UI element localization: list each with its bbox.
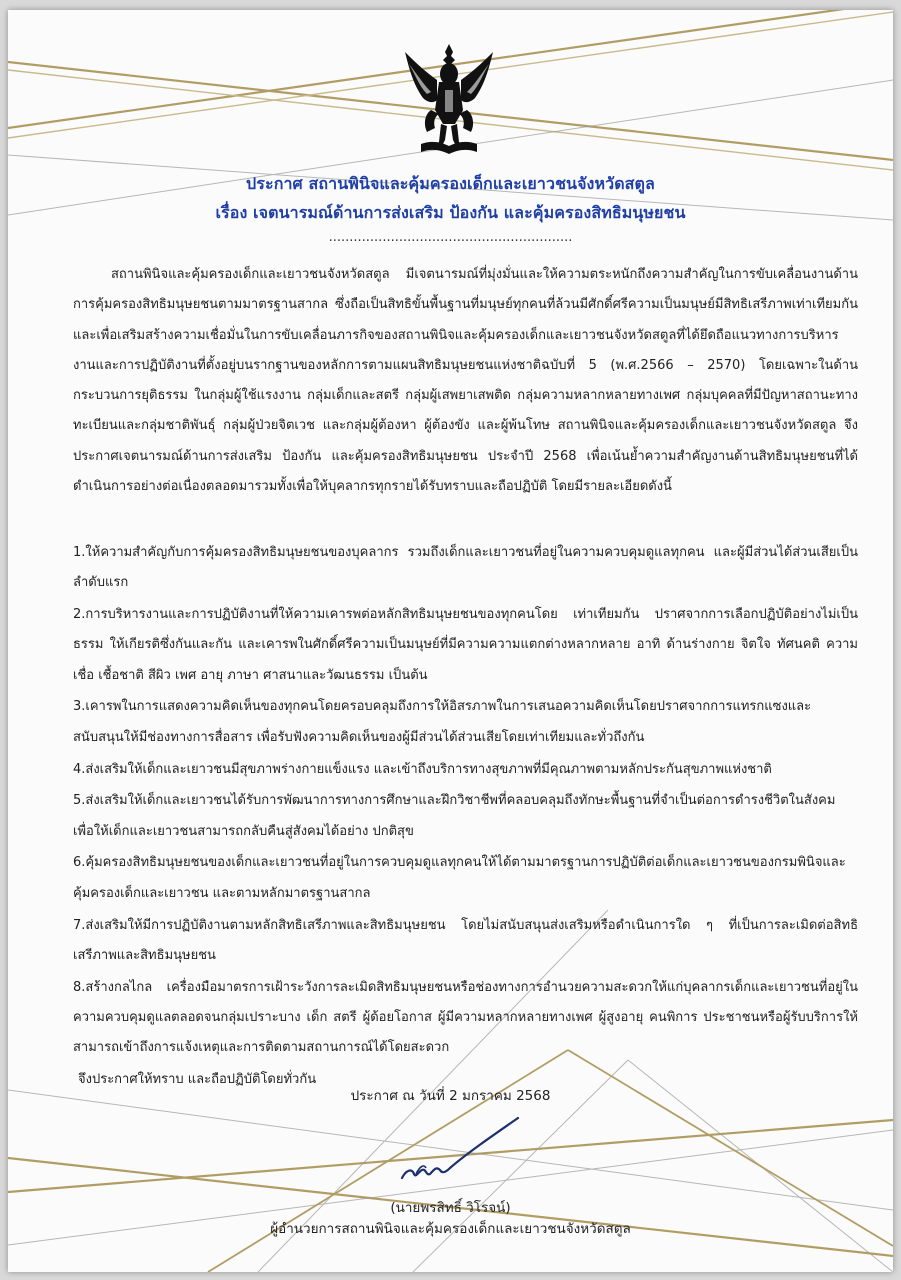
intro-paragraph: สถานพินิจและคุ้มครองเด็กและเยาวชนจังหวัดสตูล มีเจตนารมณ์ที่มุ่งมั่นและให้ความตระหนักถึงความสำคัญในการขับเคลื่อนงานด้านการคุ้มครองสิทธิมนุษยชนตามมาตรฐานสากล ซึ่งถือเป็นสิทธิขั้นพื้นฐานที่มนุษย์ทุกคนที่ล้วนมีศักดิ์ศรีความเป็นมนุษย์มีสิทธิเสรีภาพเท่าเทียมกันและเพื่อเสริมสร้างความเชื่อมั่นในการขับเคลื่อนภารกิจของสถานพินิจและคุ้มครองเด็กและเยาวชนจังหวัดสตูลที่ได้ยึดถือแนวทางการบริหารงานและการปฏิบัติงานที่ตั้งอยู่บนรากฐานของหลักการตามแผนสิทธิมนุษยชนแห่งชาติฉบับที่ 5 (พ.ศ.2566 – 2570) โดยเฉพาะในด้านกระบวนการยุติธรรม ในกลุ่มผู้ใช้แรงงาน กลุ่มเด็กและสตรี กลุ่มผู้เสพยาเสพติด กลุ่มความหลากหลายทางเพศ กลุ่มบุคคลที่มีปัญหาสถานะทางทะเบียนและกลุ่มชาติพันธุ์ กลุ่มผู้ป่วยจิตเวช และกลุ่มผู้ต้องหา ผู้ต้องขัง และผู้พ้นโทษ สถานพินิจและคุ้มครองเด็กและเยาวชนจังหวัดสตูล จึงประกาศเจตนารมณ์ด้านการส่งเสริม ป้องกัน และคุ้มครองสิทธิมนุษยชน ประจำปี 2568 เพื่อเน้นย้ำความสำคัญงานด้านสิทธิมนุษยชนที่ได้ดำเนินการอย่างต่อเนื่องตลอดมารวมทั้งเพื่อให้บุคลากรทุกรายได้รับทราบและถือปฏิบัติ โดยมีรายละเอียดดังนี้ (73, 267, 858, 495)
title-divider: ........................................................... (328, 230, 573, 245)
handwritten-signature (396, 1112, 524, 1184)
signer-name: (นายพรสิทธิ์ วิโรจน์) (390, 1200, 511, 1216)
list-item: 2.การบริหารงานและการปฏิบัติงานที่ให้ความเคารพต่อหลักสิทธิมนุษยชนของทุกคนโดย เท่าเทียมกัน ปราศจากการเลือกปฏิบัติอย่างไม่เป็นธรรม ให้เกียรติซึ่งกันและกัน และเคารพในศักดิ์ศรีความเป็นมนุษย์ที่มีความความแตกต่างหลากหลาย อาทิ ด้านร่างกาย จิตใจ ทัศนคติ ความเชื่อ เชื้อชาติ สีผิว เพศ อายุ ภาษา ศาสนาและวัฒนธรรม เป็นต้น (73, 607, 858, 683)
list-item: 4.ส่งเสริมให้เด็กและเยาวชนมีสุขภาพร่างกายแข็งแรง และเข้าถึงบริการทางสุขภาพที่มีคุณภาพตามหลักประกันสุขภาพแห่งชาติ (73, 761, 772, 777)
announcement-date: ประกาศ ณ วันที่ 2 มกราคม 2568 (350, 1088, 551, 1104)
list-item: 6.คุ้มครองสิทธิมนุษยชนของเด็กและเยาวชนที่อยู่ในการควบคุมดูแลทุกคนให้ได้ตามมาตรฐานการปฏิบัติต่อเด็กและเยาวชนของกรมพินิจและคุ้มครองเด็กและเยาวชน และตามหลักมาตรฐานสากล (73, 855, 846, 901)
announcement-page (8, 10, 893, 1272)
signer-title: ผู้อำนวยการสถานพินิจและคุ้มครองเด็กและเยาวชนจังหวัดสตูล (270, 1221, 631, 1237)
closing-statement: จึงประกาศให้ทราบ และถือปฏิบัติโดยทั่วกัน (78, 1072, 317, 1088)
policy-list (73, 538, 858, 1095)
announcement-title: ประกาศ สถานพินิจและคุ้มครองเด็กและเยาวชนจังหวัดสตูล (246, 174, 655, 193)
list-item: 1.ให้ความสำคัญกับการคุ้มครองสิทธิมนุษยชนของบุคลากร รวมถึงเด็กและเยาวชนที่อยู่ในความควบคุมดูแลทุกคน และผู้มีส่วนได้ส่วนเสียเป็นลำดับแรก (73, 545, 858, 591)
list-item: 7.ส่งเสริมให้มีการปฏิบัติงานตามหลักสิทธิเสรีภาพและสิทธิมนุษยชน โดยไม่สนับสนุนส่งเสริมหรือดำเนินการใด ๆ ที่เป็นการละเมิดต่อสิทธิเสรีภาพและสิทธิมนุษยชน (73, 917, 858, 963)
list-item: 5.ส่งเสริมให้เด็กและเยาวชนได้รับการพัฒนาการทางการศึกษาและฝึกวิชาชีพที่คลอบคลุมถึงทักษะพื้นฐานที่จำเป็นต่อการดำรงชีวิตในสังคม เพื่อให้เด็กและเยาวชนสามารถกลับคืนสู่สังคมได้อย่าง ปกติสุข (73, 793, 836, 839)
list-item: 8.สร้างกลไกล เครื่องมือมาตรการเฝ้าระวังการละเมิดสิทธิมนุษยชนหรือช่องทางการอำนวยความสะดวกให้แก่บุคลากรเด็กและเยาวชนที่อยู่ในความควบคุมดูแลตลอดจนกลุ่มเปราะบาง เด็ก สตรี ผู้ด้อยโอกาส ผู้มีความหลากหลายทางเพศ ผู้สูงอายุ คนพิการ ประชาชนหรือผู้รับบริการให้สามารถเข้าถึงการแจ้งเหตุและการติดตามสถานการณ์ได้โดยสะดวก (73, 979, 858, 1056)
announcement-subject: เรื่อง เจตนารมณ์ด้านการส่งเสริม ป้องกัน และคุ้มครองสิทธิมนุษยชน (215, 203, 686, 222)
list-item: 3.เคารพในการแสดงความคิดเห็นของทุกคนโดยครอบคลุมถึงการให้อิสรภาพในการเสนอความคิดเห็นโดยปราศจากการแทรกแซงและสนับสนุนให้มีช่องทางการสื่อสาร เพื่อรับฟังความคิดเห็นของผู้มีส่วนได้ส่วนเสียโดยเท่าเทียมและทั่วถึงกัน (73, 699, 812, 745)
garuda-emblem-icon (401, 40, 497, 156)
